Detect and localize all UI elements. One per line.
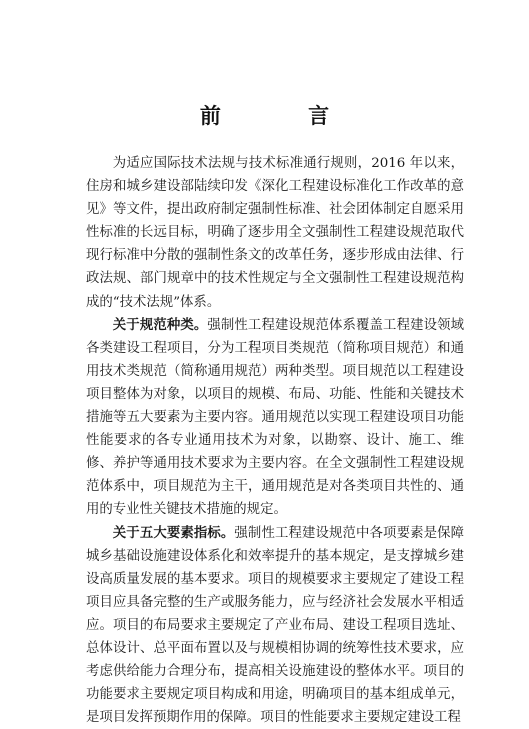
paragraph-intro	[86, 152, 464, 314]
paragraph-text: 强制性工程建设规范体系覆盖工程建设领域各类建设工程项目，分为工程项目类规范（简称项目规范）和通用技术类规范（简称通用规范）两种类型。项目规范以工程建设项目整体为对象，以项目的规模、布局、功能、性能和关键技术措施等五大要素为主要内容。通用规范以实现工程建设项目功能性能要求的各专业通用技术为对象，以勘察、设计、施工、维修、养护等通用技术要求为主要内容。在全文强制性工程建设规范体系中，项目规范为主干，通用规范是对各类项目共性的、通用的专业性关键技术措施的规定。	[86, 318, 464, 518]
paragraph-text: 为适应国际技术法规与技术标准通行规则，2016 年以来，住房和城乡建设部陆续印发《深化工程建设标准化工作改革的意见》等文件，提出政府制定强制性标准、社会团体制定自愿采用性标准的长远目标，明确了逐步用全文强制性工程建设规范取代现行标准中分散的强制性条文的改革任务，逐步形成由法律、行政法规、部门规章中的技术性规定与全文强制性工程建设规范构成的“技术法规”体系。	[86, 156, 464, 310]
paragraph-lead: 关于五大要素指标。	[113, 526, 235, 541]
body-text	[86, 152, 464, 729]
paragraph-lead: 关于规范种类。	[113, 318, 208, 333]
paragraph-five-elements	[86, 522, 464, 729]
paragraph-spec-types	[86, 314, 464, 522]
page-title: 前 言	[0, 100, 529, 130]
paragraph-text: 强制性工程建设规范中各项要素是保障城乡基础设施建设体系化和效率提升的基本规定，是支撑城乡建设高质量发展的基本要求。项目的规模要求主要规定了建设工程项目应具备完整的生产或服务能力，应与经济社会发展水平相适应。项目的布局要求主要规定了产业布局、建设工程项目选址、总体设计、总平面布置以及与规模相协调的统筹性技术要求，应考虑供给能力合理分布，提高相关设施建设的整体水平。项目的功能要求主要规定项目构成和用途，明确项目的基本组成单元，是项目发挥预期作用的保障。项目的性能要求主要规定建设工程	[86, 526, 464, 726]
